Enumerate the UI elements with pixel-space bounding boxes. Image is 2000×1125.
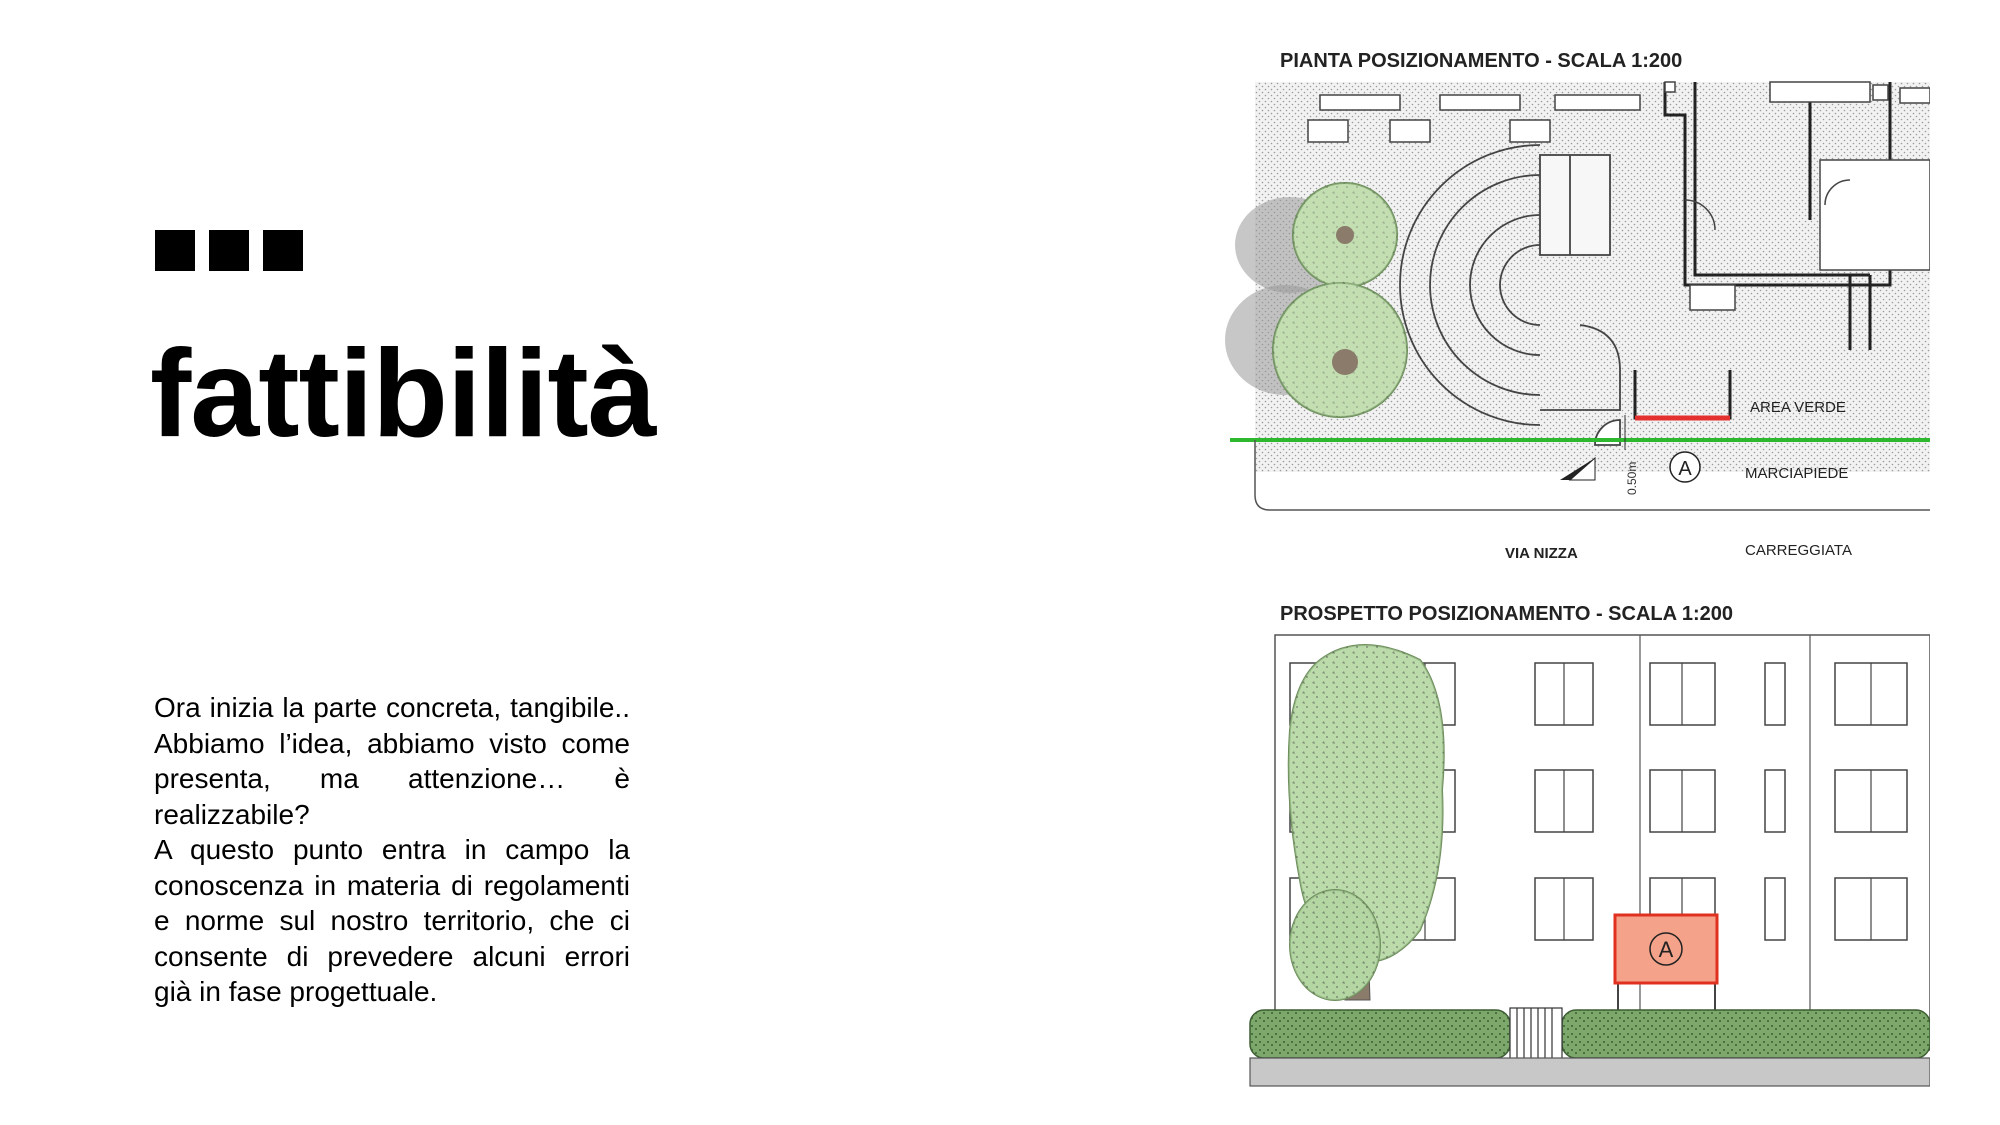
elevation-title: PROSPETTO POSIZIONAMENTO - SCALA 1:200 (1280, 603, 1734, 625)
elevation-drawing (1250, 603, 1930, 1086)
carreggiata-label: CARREGGIATA (1745, 542, 1852, 559)
plan-trees (1225, 183, 1407, 417)
area-verde-label: AREA VERDE (1750, 399, 1846, 416)
square-3 (263, 230, 303, 271)
body-text (154, 690, 630, 1010)
paragraph-1: Ora inizia la parte concreta, tangibile.. Abbiamo l’idea, abbiamo visto come presenta, ma attenzione… è realizzabile? (154, 692, 630, 830)
marciapiede-label: MARCIAPIEDE (1745, 465, 1849, 482)
plan-title: PIANTA POSIZIONAMENTO - SCALA 1:200 (1280, 50, 1683, 72)
elevation-hedge (1250, 1010, 1930, 1058)
elevation-base-wall (1250, 1058, 1930, 1086)
sign-marker-label: A (1658, 937, 1674, 962)
plan-drawing (1225, 50, 1930, 562)
decorative-squares (155, 230, 303, 271)
slide-title: fattibilità (150, 325, 656, 463)
paragraph-2: A questo punto entra in campo la conoscenza in materia di regolamenti e norme sul nostro territorio, che ci consente di prevedere alcuni errori già in fase progettuale. (154, 834, 630, 1007)
plan-marker-a (1670, 452, 1700, 482)
technical-drawings (1210, 40, 1930, 1100)
square-1 (155, 230, 195, 271)
square-2 (209, 230, 249, 271)
dimension-label: 0.50m (1625, 461, 1639, 495)
plan-marker-label: A (1678, 458, 1692, 480)
via-label: VIA NIZZA (1505, 545, 1578, 562)
